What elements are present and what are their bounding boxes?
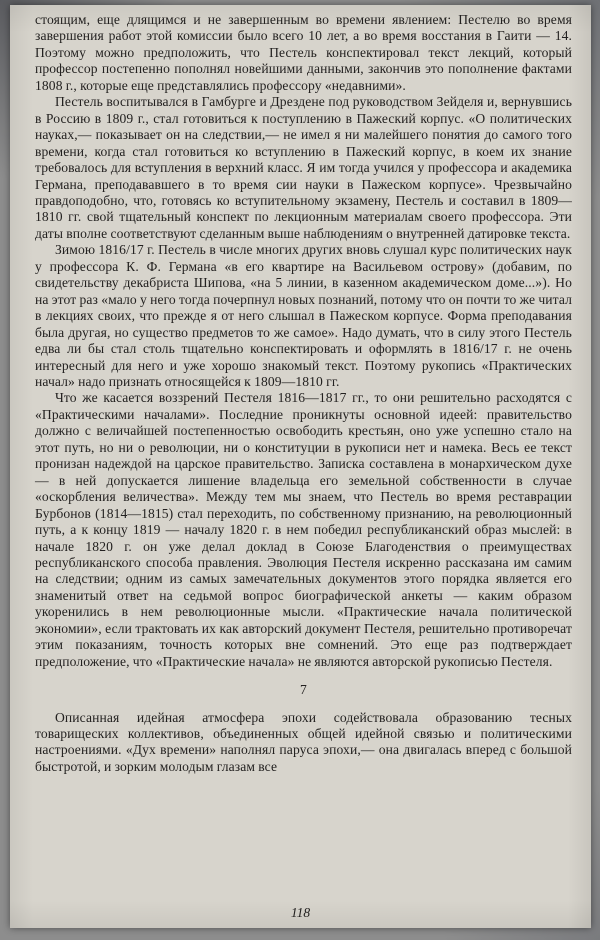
paragraph-continuation: стоящим, еще длящимся и не завершенным во времени явлением: Пестелю во время завершения работ этой комиссии было всего 10 лет, а во время восстания в Гаити — 14. Поэтому можно предположить, что Пестель конспектировал текст лекций, который профессор постепенно пополнял новейшими данными, закончив это пополнение фактами 1808 г., которые еще представлялись профессору «недавними». [35,12,572,93]
book-page [10,5,591,928]
page-text [35,12,572,898]
paragraph: Описанная идейная атмосфера эпохи содействовала образованию тесных товарищеских коллективов, объединенных общей идейной связью и политическими настроениями. «Дух времени» наполнял паруса эпохи,— она двигалась вперед с большой быстротой, и зорким молодым глазам все [35,709,572,774]
paragraph: Что же касается воззрений Пестеля 1816—1817 гг., то они решительно расходятся с «Практическими началами». Последние проникнуты основной идеей: правительство должно с величайшей постепенностью освободить крестьян, оно уже успешно стало на этот путь, но ни о революции, ни о конституции в рукописи нет и намека. Весь ее текст пронизан надеждой на царское правительство. Записка составлена в монархическом духе — в ней допускается лишение владельца его земельной собственности в случае «оскорбления величества». Между тем мы знаем, что Пестель во время реставрации Бурбонов (1814—1815) стал переходить, по собственному признанию, на революционный путь, а к концу 1819 — началу 1820 г. в нем победил республиканский образ мыслей: в начале 1820 г. он уже делал доклад в Союзе Благоденствия о преимуществах республиканского способа правления. Эволюция Пестеля искренно рассказана им самим на следствии; одним из самых замечательных документов этого порядка является его знаменитый ответ на седьмой вопрос биографической анкеты — каким образом укоренились в нем революционные мысли. «Практические начала политической экономии», если трактовать их как авторский документ Пестеля, решительно противоречат этим показаниям, точность которых вне сомнений. Это еще раз подтверждает предположение, что «Практические начала» не являются авторской рукописью Пестеля. [35,390,572,669]
paragraph: Пестель воспитывался в Гамбурге и Дрездене под руководством Зейделя и, вернувшись в Россию в 1809 г., стал готовиться к поступлению в Пажеский корпус. «О политических науках,— показывает он на следствии,— не имел я ни малейшего понятия до самого того времени, когда стал готовиться ко вступлению в Пажеский корпус, в коем их знание требовалось для вступления в верхний класс. Я им тогда учился у профессора и академика Германа, преподававшего в то время сии науки в Пажеском корпусе». Чрезвычайно правдоподобно, что, готовясь ко вступительному экзамену, Пестель и составил в 1809—1810 гг. свой тщательный конспект по лекционным материалам своего профессора. Эти даты вполне соответствуют сделанным выше наблюдениям о внутренней датировке текста. [35,94,572,241]
section-number: 7 [300,682,307,698]
paragraph: Зимою 1816/17 г. Пестель в числе многих других вновь слушал курс политических наук у профессора К. Ф. Германа «в его квартире на Васильевом острову» (добавим, по свидетельству декабриста Шипова, «на 5 линии, в казенном академическом доме...»). Но на этот раз «мало у него тогда почерпнул новых познаний, потому что он почти то же читал в лекциях своих, что прежде я от него слышал в Пажеском корпусе. Форма преподавания была другая, но существо предметов то же самое». Надо думать, что в силу этого Пестель едва ли бы стал столь тщательно конспектировать и оформлять в 1816/17 г. не очень интересный для него и уже хорошо знакомый текст. Поэтому рукопись «Практических начал» надо признать относящейся к 1809—1810 гг. [35,242,572,389]
page-number: 118 [290,905,311,920]
